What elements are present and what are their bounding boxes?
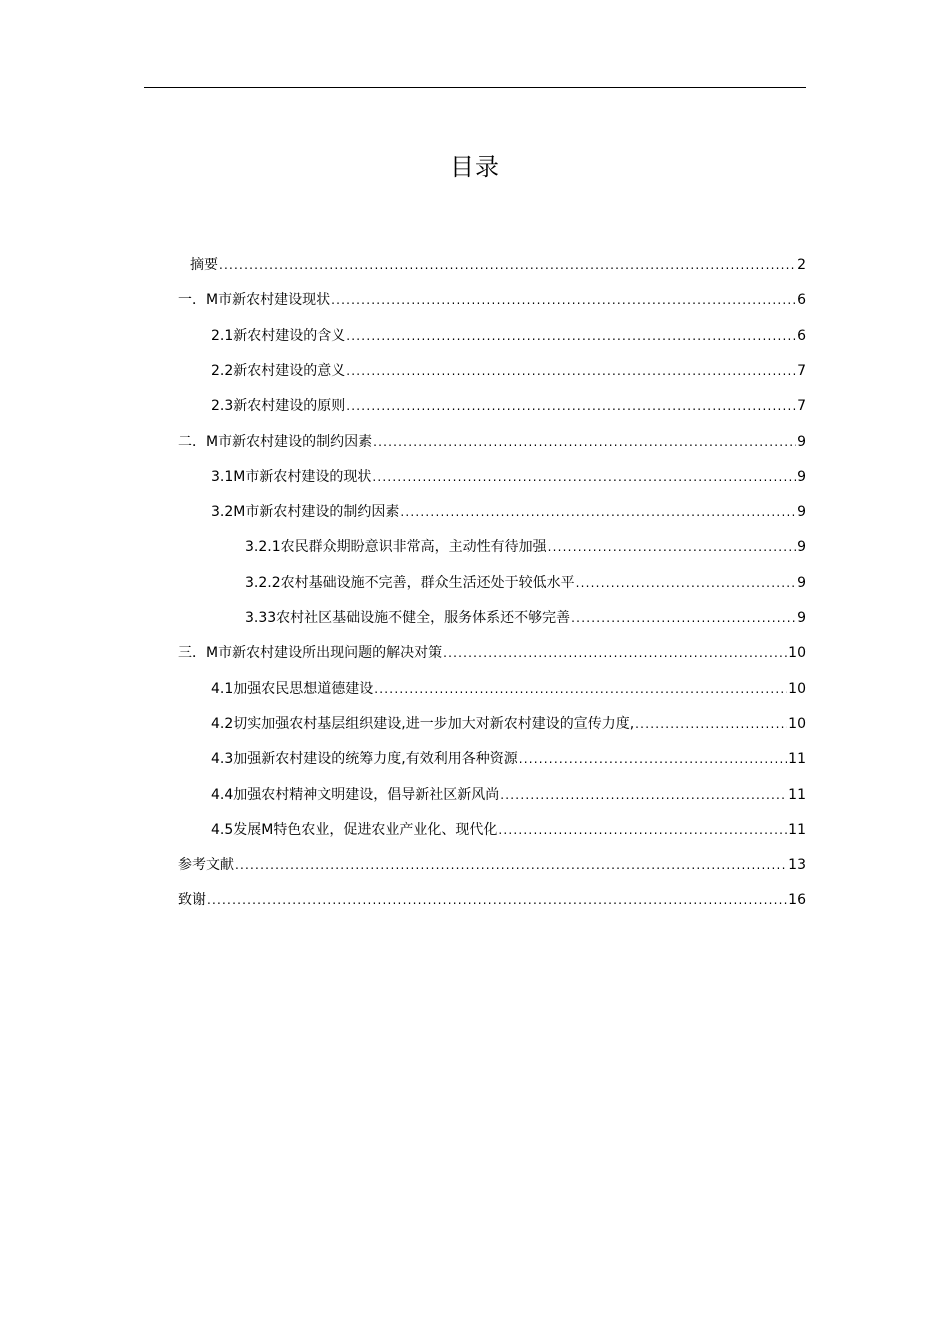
toc-entry[interactable] [178, 283, 806, 317]
toc-entry[interactable] [178, 778, 806, 812]
toc-dot-leader [548, 530, 796, 564]
toc-dot-leader [207, 883, 787, 917]
toc-entry-page-number: 7 [797, 398, 806, 415]
toc-entry[interactable] [178, 248, 806, 282]
toc-entry[interactable] [178, 672, 806, 706]
toc-entry-page-number: 16 [788, 892, 806, 909]
toc-dot-leader [235, 848, 787, 882]
toc-entry-label: 致谢 [178, 892, 206, 909]
toc-entry[interactable] [178, 636, 806, 670]
toc-dot-leader [346, 389, 796, 423]
toc-entry-label: 3.33农村社区基础设施不健全，服务体系还不够完善 [245, 610, 571, 626]
toc-entry[interactable] [178, 601, 806, 635]
toc-entry[interactable] [178, 883, 806, 917]
toc-dot-leader [498, 813, 787, 847]
toc-entry-page-number: 13 [788, 857, 806, 874]
toc-dot-leader [373, 425, 796, 459]
page-title: 目录 [450, 153, 500, 182]
toc-dot-leader [443, 636, 787, 670]
toc-entry-page-number: 6 [797, 292, 806, 309]
toc-entry-page-number: 9 [797, 433, 806, 450]
toc-entry-label: 摘要 [190, 257, 218, 273]
toc-entry[interactable] [178, 848, 806, 882]
toc-entry[interactable] [178, 460, 806, 494]
toc-entry-label: 4.3加强新农村建设的统筹力度,有效利用各种资源 [211, 751, 518, 768]
toc-entry-label: 3.1M市新农村建设的现状 [211, 468, 372, 485]
toc-dot-leader [571, 601, 796, 635]
toc-entry[interactable] [178, 707, 806, 741]
toc-dot-leader [346, 354, 796, 388]
toc-entry-page-number: 9 [797, 539, 806, 556]
toc-entry-page-number: 9 [797, 610, 806, 626]
toc-entry-label: 3.2M市新农村建设的制约因素 [211, 504, 400, 521]
toc-entry-label: 4.5发展M特色农业，促进农业产业化、现代化 [211, 821, 498, 838]
toc-dot-leader [576, 566, 796, 600]
toc-entry-page-number: 10 [788, 680, 806, 697]
toc-entry-page-number: 9 [797, 468, 806, 485]
toc-entry[interactable] [178, 530, 806, 564]
toc-entry[interactable] [178, 742, 806, 776]
toc-entry-label: 一．M市新农村建设现状 [178, 292, 331, 309]
toc-entry[interactable] [178, 813, 806, 847]
toc-dot-leader [519, 742, 787, 776]
toc-entry-page-number: 6 [797, 327, 806, 344]
toc-entry-page-number: 11 [788, 786, 806, 803]
toc-entry[interactable] [178, 566, 806, 600]
toc-entry-label: 4.1加强农民思想道德建设 [211, 680, 374, 697]
toc-entry[interactable] [178, 389, 806, 423]
toc-entry-page-number: 9 [797, 504, 806, 521]
toc-entry-label: 3.2.2农村基础设施不完善，群众生活还处于较低水平 [245, 574, 575, 591]
toc-entry-label: 2.1新农村建设的含义 [211, 327, 346, 344]
toc-entry-page-number: 2 [797, 257, 806, 273]
toc-dot-leader [500, 778, 787, 812]
toc-entry-label: 2.3新农村建设的原则 [211, 398, 346, 415]
toc-entry-page-number: 11 [788, 821, 806, 838]
toc-dot-leader [219, 248, 796, 282]
toc-entry-page-number: 9 [797, 574, 806, 591]
toc-dot-leader [400, 495, 796, 529]
toc-entry-label: 2.2新农村建设的意义 [211, 362, 346, 379]
toc-entry-label: 4.2切实加强农村基层组织建设,进一步加大对新农村建设的宣传力度, [211, 715, 635, 732]
toc-entry-label: 参考文献 [178, 857, 234, 874]
toc-entry[interactable] [178, 425, 806, 459]
toc-dot-leader [374, 672, 787, 706]
toc-entry-label: 三．M市新农村建设所出现问题的解决对策 [178, 645, 443, 662]
toc-dot-leader [331, 283, 796, 317]
toc-entry-label: 二．M市新农村建设的制约因素 [178, 433, 373, 450]
toc-entry[interactable] [178, 495, 806, 529]
toc-entry-label: 4.4加强农村精神文明建设，倡导新社区新风尚 [211, 786, 500, 803]
toc-entry[interactable] [178, 354, 806, 388]
toc-entry-page-number: 7 [797, 362, 806, 379]
toc-dot-leader [372, 460, 796, 494]
toc-entry-page-number: 11 [788, 751, 806, 768]
toc-entry-label: 3.2.1农民群众期盼意识非常高，主动性有待加强 [245, 539, 547, 556]
toc-entry-page-number: 10 [788, 645, 806, 662]
toc-dot-leader [635, 707, 787, 741]
header-rule [144, 87, 806, 88]
toc-entry-page-number: 10 [788, 715, 806, 732]
toc-dot-leader [346, 319, 796, 353]
toc-entry[interactable] [178, 319, 806, 353]
